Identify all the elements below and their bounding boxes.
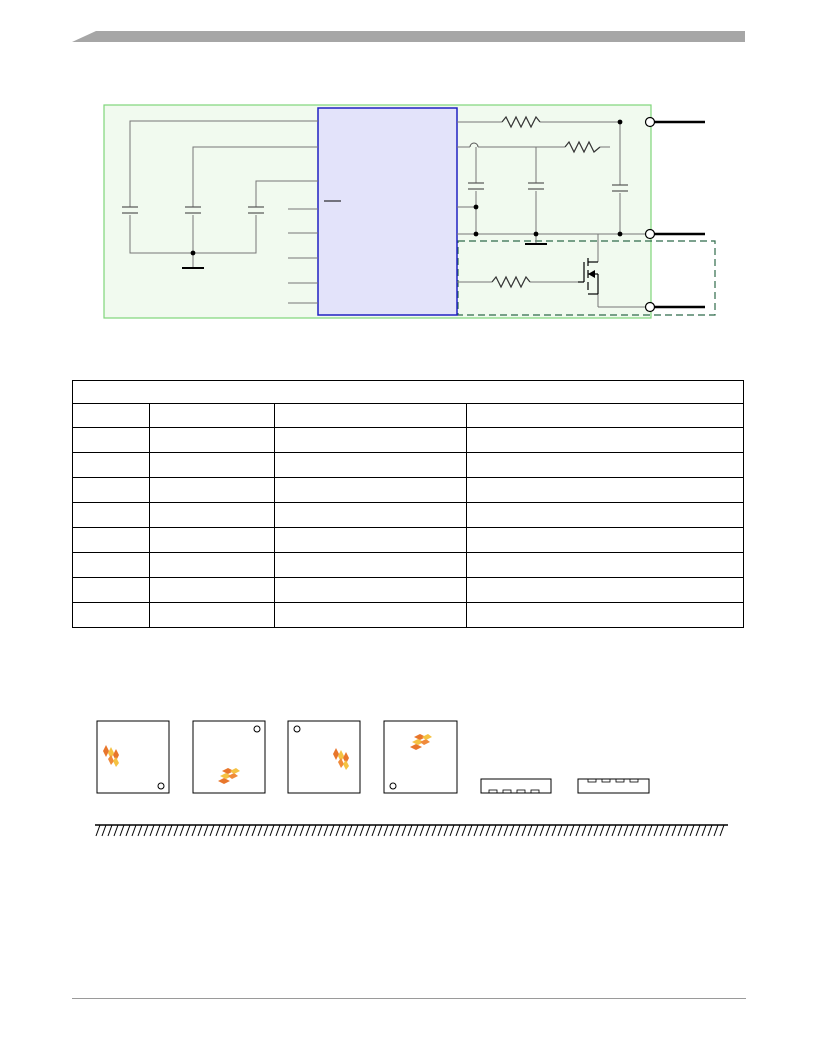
hatch-mark: [276, 825, 280, 836]
hatch-mark: [558, 825, 562, 836]
table-row: [73, 553, 744, 578]
package-view-4: [384, 721, 457, 793]
hatch-mark: [366, 825, 370, 836]
hatch-mark: [246, 825, 250, 836]
table-row: [73, 478, 744, 503]
hatch-mark: [450, 825, 454, 836]
hatch-mark: [708, 825, 712, 836]
hatch-mark: [420, 825, 424, 836]
hatch-mark: [300, 825, 304, 836]
hatch-mark: [588, 825, 592, 836]
hatch-mark: [234, 825, 238, 836]
hatch-mark: [258, 825, 262, 836]
hatch-mark: [636, 825, 640, 836]
hatch-mark: [654, 825, 658, 836]
hatch-mark: [552, 825, 556, 836]
header-stripe: [72, 31, 745, 42]
hatch-mark: [498, 825, 502, 836]
hatch-mark: [564, 825, 568, 836]
terminal-icon: [646, 230, 655, 239]
hatch-mark: [504, 825, 508, 836]
terminal-icon: [646, 118, 655, 127]
package-view-1: [97, 721, 169, 793]
hatch-mark: [144, 825, 148, 836]
hatch-mark: [678, 825, 682, 836]
hatch-mark: [360, 825, 364, 836]
hatch-mark: [306, 825, 310, 836]
hatch-mark: [720, 825, 724, 836]
hatch-mark: [600, 825, 604, 836]
table-row: [73, 603, 744, 628]
hatch-mark: [522, 825, 526, 836]
hatch-mark: [402, 825, 406, 836]
hatch-mark: [288, 825, 292, 836]
hatch-mark: [114, 825, 118, 836]
hatch-mark: [624, 825, 628, 836]
hatch-mark: [648, 825, 652, 836]
hatch-mark: [660, 825, 664, 836]
hatch-mark: [438, 825, 442, 836]
hatch-mark: [486, 825, 490, 836]
hatch-mark: [612, 825, 616, 836]
hatch-mark: [510, 825, 514, 836]
spec-table: [72, 380, 744, 628]
hatch-mark: [282, 825, 286, 836]
table-row: [73, 503, 744, 528]
hatch-mark: [156, 825, 160, 836]
footer-rule: [72, 998, 746, 999]
hatch-mark: [456, 825, 460, 836]
hatch-mark: [102, 825, 106, 836]
hatch-mark: [594, 825, 598, 836]
hatch-mark: [126, 825, 130, 836]
hatch-mark: [150, 825, 154, 836]
hatch-mark: [630, 825, 634, 836]
package-view-2: [193, 721, 265, 793]
hatch-mark: [696, 825, 700, 836]
hatch-mark: [162, 825, 166, 836]
package-orientation-diagram: [0, 700, 816, 840]
hatch-mark: [714, 825, 718, 836]
hatch-mark: [540, 825, 544, 836]
table-header-row: [73, 404, 744, 428]
hatch-mark: [378, 825, 382, 836]
hatch-mark: [582, 825, 586, 836]
hatch-mark: [180, 825, 184, 836]
hatch-mark: [252, 825, 256, 836]
hatch-mark: [702, 825, 706, 836]
header-bar: [0, 0, 816, 50]
hatch-mark: [270, 825, 274, 836]
hatch-mark: [432, 825, 436, 836]
hatch-mark: [198, 825, 202, 836]
hatch-mark: [684, 825, 688, 836]
hatch-mark: [264, 825, 268, 836]
hatch-mark: [546, 825, 550, 836]
hatch-mark: [108, 825, 112, 836]
hatch-mark: [444, 825, 448, 836]
hatch-mark: [672, 825, 676, 836]
hatch-mark: [120, 825, 124, 836]
hatch-mark: [570, 825, 574, 836]
hatch-mark: [666, 825, 670, 836]
hatch-mark: [348, 825, 352, 836]
hatch-mark: [390, 825, 394, 836]
hatch-mark: [516, 825, 520, 836]
hatch-mark: [426, 825, 430, 836]
hatch-mark: [132, 825, 136, 836]
hatch-mark: [216, 825, 220, 836]
hatch-mark: [294, 825, 298, 836]
hatch-mark: [174, 825, 178, 836]
hatch-mark: [642, 825, 646, 836]
hatch-mark: [330, 825, 334, 836]
ic-body: [318, 108, 457, 315]
hatch-mark: [408, 825, 412, 836]
hatch-mark: [414, 825, 418, 836]
hatch-mark: [492, 825, 496, 836]
hatch-mark: [240, 825, 244, 836]
hatch-mark: [468, 825, 472, 836]
hatch-mark: [138, 825, 142, 836]
hatch-mark: [222, 825, 226, 836]
hatch-mark: [192, 825, 196, 836]
table-row: [73, 453, 744, 478]
hatch-mark: [228, 825, 232, 836]
hatch-mark: [186, 825, 190, 836]
table-title-row: [73, 381, 744, 404]
schematic-diagram: [0, 95, 816, 330]
hatch-mark: [396, 825, 400, 836]
hatch-mark: [474, 825, 478, 836]
table-row: [73, 528, 744, 553]
hatch-mark: [312, 825, 316, 836]
hatch-mark: [576, 825, 580, 836]
hatch-mark: [384, 825, 388, 836]
side-view-1: [481, 779, 551, 793]
hatch-mark: [318, 825, 322, 836]
hatch-mark: [354, 825, 358, 836]
hatch-mark: [168, 825, 172, 836]
hatch-mark: [462, 825, 466, 836]
hatch-mark: [342, 825, 346, 836]
terminal-icon: [646, 303, 655, 312]
hatch-mark: [480, 825, 484, 836]
hatch-mark: [96, 825, 100, 836]
hatch-mark: [372, 825, 376, 836]
hatch-mark: [210, 825, 214, 836]
table-row: [73, 428, 744, 453]
hatch-mark: [204, 825, 208, 836]
hatch-mark: [336, 825, 340, 836]
hatch-mark: [534, 825, 538, 836]
hatch-mark: [324, 825, 328, 836]
table-row: [73, 578, 744, 603]
hatch-mark: [528, 825, 532, 836]
hatch-mark: [690, 825, 694, 836]
hatch-mark: [618, 825, 622, 836]
hatch-mark: [606, 825, 610, 836]
